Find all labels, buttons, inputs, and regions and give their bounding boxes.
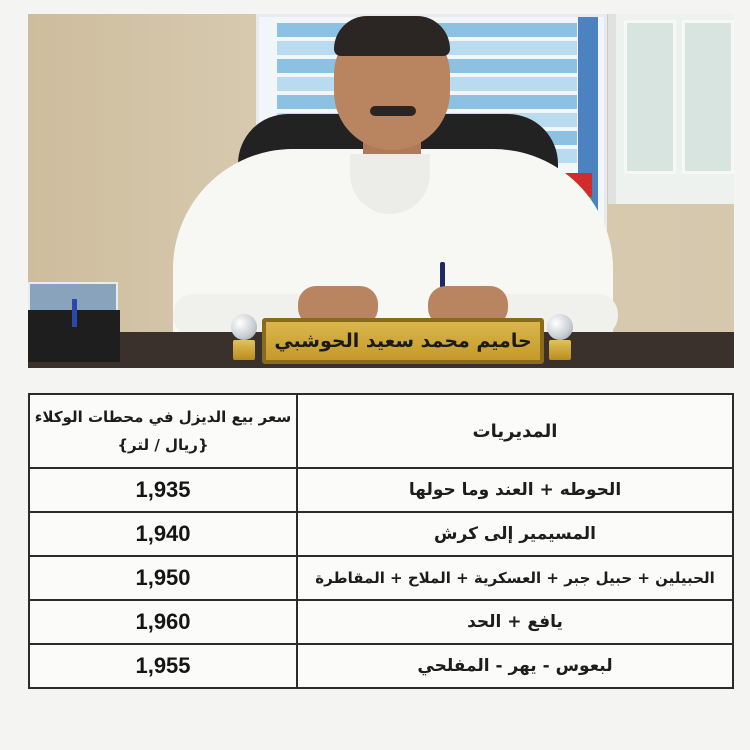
hair [334,16,450,56]
crystal-stand-left [233,340,255,360]
desk-pen [72,299,77,327]
district-cell: الحوطه + العند وما حولها [297,468,733,512]
district-cell: يافع + الحد [297,600,733,644]
window [608,14,734,204]
nameplate-text: حاميم محمد سعيد الحوشبي [274,330,532,352]
crystal-ball-right [547,314,573,340]
header-price-title: سعر بيع الديزل في محطات الوكلاء [34,408,292,426]
price-cell: 1,950 [29,556,297,600]
pocket-pen [440,262,445,288]
header-districts: المديريات [297,394,733,468]
table-row [29,468,733,512]
district-cell: المسيمير إلى كرش [297,512,733,556]
header-price-unit: {ريال / لتر} [117,436,209,454]
table-row [29,644,733,688]
district-cell: الحبيلين + حبيل جبر + العسكرية + الملاح + المقاطرة [297,556,733,600]
price-cell: 1,940 [29,512,297,556]
window-pane [682,20,734,174]
window-pane [624,20,676,174]
district-cell: لبعوس - يهر - المفلحي [297,644,733,688]
table-header-row [29,394,733,468]
crystal-ball-left [231,314,257,340]
price-cell: 1,935 [29,468,297,512]
table-row [29,512,733,556]
table-row [29,556,733,600]
official-photo [28,14,734,368]
diesel-price-table [28,393,734,689]
price-cell: 1,955 [29,644,297,688]
header-price-cell [29,394,297,468]
crystal-stand-right [549,340,571,360]
price-cell: 1,960 [29,600,297,644]
nameplate [262,318,544,364]
table-row [29,600,733,644]
mustache [370,106,416,116]
